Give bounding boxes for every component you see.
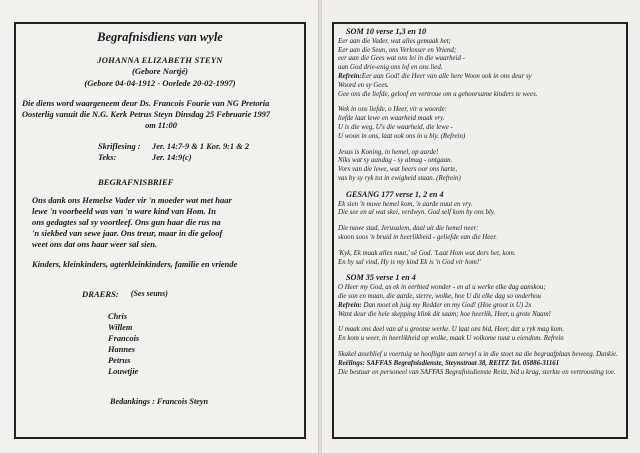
hymn-line: En kom u weer, in heerlikheid op wolke, maak U volkome nuut u eiendom. Refrein [338, 335, 564, 343]
hymn-line: En hy sal vind, Hy is my kind Ek is 'n God vir hom!' [338, 258, 481, 266]
arrangements-label: Reëlings: [338, 359, 365, 367]
headlights-notice: Skakel asseblief u voertuig se hoofligte aan terwyl u in die stoet na die begraafplaas beweeg. Dankie. [338, 350, 618, 358]
hymn-line: Gee ons die liefde, geloof en vertroue om u gehoorsame kinders te wees. [338, 90, 538, 98]
left-page [0, 0, 318, 453]
hymn-line: Jesus is Koning, in hemel, op aarde! [338, 148, 439, 156]
hymn-line: vas by sy ryk tot in ewigheid staan. (Refrein) [338, 174, 461, 182]
hymn-line: eer aan die Gees wat ons lei in die waarheid - [338, 55, 465, 63]
hymn-line: die son en maan, die aarde, sterre, wolke, hoe U dit elke dag so onderhou [338, 292, 541, 300]
som35-verse-1 [338, 284, 624, 319]
reading-label: Skriflesing : [98, 142, 141, 151]
maiden-name: (Gebore Nortjé) [131, 66, 189, 76]
arrangements-line [338, 360, 624, 369]
service-line: Die diens word waargeneem deur Ds. Francois Fourie van NG Pretoria [22, 99, 270, 108]
refrain-line: Eer aan God! die Heer van alle here Woon ook in ons deur sy [361, 72, 532, 80]
hymn-line: Vors van die lewe, wat heers oor ons harte, [338, 166, 458, 174]
left-content [20, 28, 300, 406]
letter-line: 'n siekbed van sewe jaar. Ons treur, maar in die geloof [32, 228, 223, 238]
bearer-name: Petrus [108, 356, 131, 365]
letter-heading: BEGRAFNISBRIEF [98, 177, 174, 187]
service-line: om 11:00 [145, 121, 177, 130]
som10-verse-1 [338, 38, 624, 100]
scripture-reading [20, 141, 300, 163]
hymn-line: skoon soos 'n bruid in heerlikheid - geliefde van die Heer. [338, 233, 497, 241]
letter-line: weet ons dat ons haar weer sal sien. [32, 239, 158, 249]
bearers-heading-row [20, 289, 300, 299]
program-title: Begrafnisdiens van wyle [97, 30, 223, 44]
bearers-subheading: (Ses seuns) [130, 289, 168, 298]
hymn-line: Ek sien 'n nuwe hemel kom, 'n aarde nuut en vry. [338, 200, 473, 208]
life-dates: (Gebore 04-04-1912 - Oorlede 20-02-1997) [84, 78, 236, 88]
hymn-line: Die nuwe stad, Jerusalem, daal uit die hemel neer: [338, 225, 479, 233]
gesang-verse-4 [338, 250, 624, 268]
hymn-line: Eer aan die Vader, wat alles gemaak het; [338, 37, 451, 45]
hymn-line: Wek in ons liefde, o Heer, vir u woorde: [338, 106, 447, 114]
bearers-heading: DRAERS: [82, 289, 119, 299]
hymn-line: Want deur die hele skepping klink dit saam; hoe heerlik, Heer, u grote Naam! [338, 310, 551, 318]
gesang-verse-2 [338, 225, 624, 243]
reading-value: Jer. 14:7-9 & 1 Kor. 9:1 & 2 [152, 142, 250, 151]
reading-value: Jer. 14:9(c) [152, 153, 192, 162]
gesang-verse-1 [338, 201, 624, 219]
hymn-line: U woon in ons, laat ook ons in u bly. (Refrein) [338, 132, 466, 140]
refrain-line: Dan moet ek juig my Redder en my God! (Hoe groot is U) 2x [363, 301, 532, 309]
letter-line: lewe 'n voorbeeld was van 'n ware kind van Hom. In [32, 206, 216, 216]
right-page [322, 0, 640, 453]
letter-line: ons gedagtes sal sy voortleef. Ons gun haar die rus na [32, 217, 221, 227]
hymn-line: Die see en al wat skei, verdwyn. God self kom by ons bly. [338, 209, 496, 217]
hymn-line: O Heer my God, as ek in eerbied wonder - en al u werke elke dag aanskou; [338, 284, 546, 292]
funeral-letter [20, 195, 300, 250]
hymn-line: aan God drie-enig ons lof en ons lied. [338, 64, 443, 72]
family-line: Kinders, kleinkinders, agterkleinkinders, familie en vriende [32, 260, 238, 269]
hymn-line: U is die weg, U's die waarheid, die lewe - [338, 123, 453, 131]
reading-row [20, 152, 300, 163]
thanks-line: Bedankings : Francois Steyn [110, 397, 209, 406]
letter-line: Ons dank ons Hemelse Vader vir 'n moeder wat met haar [32, 195, 232, 205]
refrain-label: Refrein: [338, 72, 362, 80]
bearers-list [20, 311, 300, 377]
deceased-name: JOHANNA ELIZABETH STEYN [97, 55, 223, 65]
refrain-label: Refrein: [338, 301, 362, 309]
bearer-name: Louwtjie [108, 367, 139, 376]
som35-verse-4 [338, 326, 624, 344]
som10-verse-10 [338, 149, 624, 184]
service-details [20, 98, 300, 131]
hymn-line [338, 302, 624, 311]
hymn-line: Eer aan die Seun, ons Verlosser en Vriend; [338, 46, 457, 54]
gesang-heading: GESANG 177 verse 1, 2 en 4 [346, 189, 444, 199]
hymn-line: U maak ons deel van al u grootse werke. U laat ons bid, Heer, dat u ryk mag kom. [338, 326, 564, 334]
hymn-line: 'Kyk, Ek maak alles nuut,' sê God. 'Laat Hom wat dors het, kom. [338, 249, 516, 257]
hymn-line: Niks wat sy aandag - sy almag - ontgaan. [338, 157, 453, 165]
service-line: Oosterlig vanuit die N.G. Kerk Petrus Steyn Dinsdag 25 Februarie 1997 [22, 110, 271, 119]
bearer-name: Chris [108, 312, 128, 321]
hymn-line: liefde laat lewe en waarheid maak vry. [338, 115, 445, 123]
arrangements-text: SAFFAS Begrafnisdienste, Steynstraat 38, REITZ Tel. 05886-31161 [366, 359, 560, 367]
bearer-name: Francois [108, 334, 140, 343]
reading-row [20, 141, 300, 152]
staff-message: Die bestuur en personeel van SAFFAS Begrafnisdienste Reitz, bid u krag, sterkte en vertroosting toe. [338, 368, 616, 376]
som35-heading: SOM 35 verse 1 en 4 [346, 273, 416, 283]
som10-verse-3 [338, 106, 624, 141]
hymns-content [338, 28, 624, 377]
hymn-line: Woord en sy Gees. [338, 81, 389, 89]
reading-label: Teks: [98, 153, 117, 162]
som10-heading: SOM 10 verse 1,3 en 10 [346, 27, 427, 36]
bearer-name: Hannes [108, 345, 135, 354]
bearer-name: Willem [108, 323, 133, 332]
hymn-line [338, 73, 624, 82]
